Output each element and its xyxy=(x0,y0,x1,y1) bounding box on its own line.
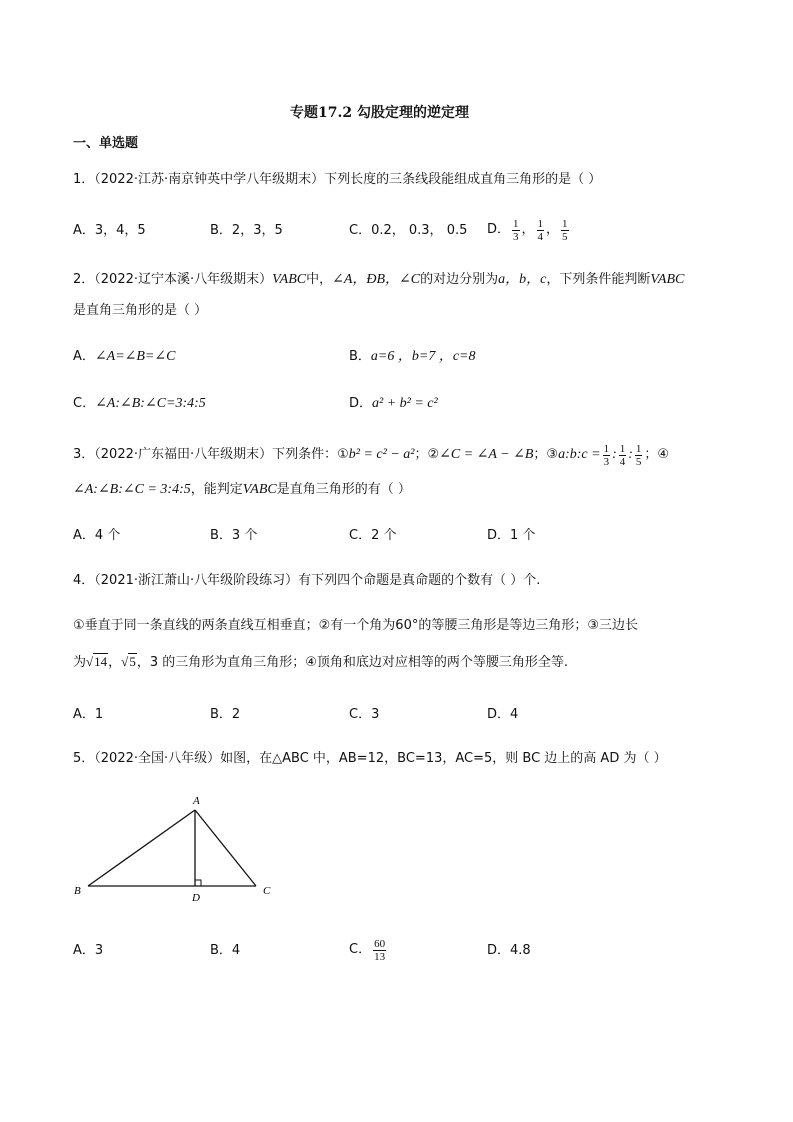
q1-d-frac-3: $\frac{1}{5}$ xyxy=(562,217,568,243)
q4-statements-line1: ①垂直于同一条直线的两条直线互相垂直；②有一个角为60°的等腰三角形是等边三角形；③三边长 xyxy=(73,618,639,633)
q2-option-c-label: C． xyxy=(73,396,96,411)
q2-tri-1: VABC xyxy=(272,272,307,287)
q4-sqrt-5: √5 xyxy=(121,654,136,669)
side-ac xyxy=(195,810,256,886)
q5-option-a: A．3 xyxy=(73,943,104,958)
right-angle-mark xyxy=(195,880,201,886)
q3-text-e: ；③ xyxy=(533,447,559,462)
q1-d-sep-1: ， xyxy=(521,222,535,237)
q2-option-b-label: B． xyxy=(349,349,371,364)
q3-frac-3: $\frac{1}{5}$ xyxy=(635,442,642,468)
q3-cond-1: b² = c² − a² xyxy=(348,447,415,462)
q3-option-c: C．2 个 xyxy=(349,528,397,543)
q3-frac-1: $\frac{1}{3}$ xyxy=(603,442,610,468)
q3-cond-2: ∠C = ∠A − ∠B xyxy=(439,447,534,462)
q5-option-b: B．4 xyxy=(210,943,241,958)
q4-option-c: C．3 xyxy=(349,707,380,722)
q5-option-c xyxy=(349,932,388,968)
q3-tri: VABC xyxy=(242,482,277,497)
q1-option-c: C．0.2， 0.3， 0.5 xyxy=(349,223,468,238)
q3-option-b: B．3 个 xyxy=(210,528,258,543)
q1-option-d-label: D． xyxy=(487,222,511,237)
q2-sides: a，b，c xyxy=(498,272,547,287)
q2-angles: ∠A，ÐB，∠C xyxy=(332,272,421,287)
triangle-figure xyxy=(60,790,290,905)
q3-text-c: ；② xyxy=(414,447,440,462)
q4-option-a: A．1 xyxy=(73,707,104,722)
q2-option-b-math: a=6 ，b=7 ，c=8 xyxy=(370,349,476,364)
q2-text-c: 中， xyxy=(306,272,333,287)
label-c: C xyxy=(263,885,271,897)
q4-stem: 4．（2021·浙江萧山·八年级阶段练习）有下列四个命题是真命题的个数有（ ）个. xyxy=(73,573,541,588)
q2-option-c-math: ∠A:∠B:∠C=3:4:5 xyxy=(95,396,206,411)
q4-option-d: D．4 xyxy=(487,707,519,722)
q4-option-b: B．2 xyxy=(210,707,241,722)
q2-option-d-label: D． xyxy=(349,396,373,411)
q3-frac-2: $\frac{1}{4}$ xyxy=(619,442,626,468)
q2-text-e: 的对边分别为 xyxy=(420,272,499,287)
q3-text-b: ，能判定 xyxy=(190,482,243,497)
q4-text-a: 为 xyxy=(73,655,87,670)
label-b: B xyxy=(74,885,81,897)
q3-source: 3．（2022·广东福田·八年级期末）下列条件：① xyxy=(73,447,349,462)
q2-tri-2: VABC xyxy=(650,272,685,287)
q4-text-b: ， xyxy=(108,655,122,670)
q5-stem: 5．（2022·全国·八年级）如图，在△ABC 中，AB=12，BC=13，AC=5，则 BC 边上的高 AD 为（ ） xyxy=(73,751,667,766)
page-title: 专题17.2 勾股定理的逆定理 xyxy=(290,105,469,121)
q2-option-a xyxy=(73,348,175,366)
q3-stem-line2 xyxy=(73,481,411,499)
q4-statements-line2 xyxy=(73,653,568,672)
q1-option-d xyxy=(487,212,571,248)
q3-cond-3: a:b:c = xyxy=(558,447,601,462)
q1-d-frac-2: $\frac{1}{4}$ xyxy=(537,217,544,243)
q2-stem-line2: 是直角三角形的是（ ） xyxy=(73,303,208,318)
q3-option-a: A．4 个 xyxy=(73,528,121,543)
q1-d-sep-2: ， xyxy=(546,222,560,237)
q5-option-d: D．4.8 xyxy=(487,943,531,958)
side-ab xyxy=(88,810,195,886)
q2-option-a-math: ∠A=∠B=∠C xyxy=(94,349,176,364)
label-a: A xyxy=(193,795,200,807)
q1-option-a: A．3，4，5 xyxy=(73,223,146,238)
q3-text-g: ；④ xyxy=(644,447,670,462)
q5-option-c-label: C． xyxy=(349,942,372,957)
q3-stem-line1: 3．（2022·广东福田·八年级期末）下列条件：① b² = c² − a² ；② ∠C = ∠A − ∠B ；③ a:b:c = $\frac{1}{3}$ : $\frac{1}{4}$ : $\frac{1}{5}$ ；④ xyxy=(73,442,670,468)
q2-stem-line1 xyxy=(73,271,684,289)
q3-cond-4: ∠A:∠B:∠C = 3:4:5 xyxy=(73,482,191,497)
q4-sqrt-14: √14 xyxy=(86,654,108,669)
q3-text-d: 是直角三角形的有（ ） xyxy=(276,482,411,497)
q1-d-frac-1: $\frac{1}{3}$ xyxy=(513,217,519,243)
label-d: D xyxy=(192,892,200,904)
q2-option-b xyxy=(349,348,475,366)
q2-option-d-math: a² + b² = c² xyxy=(372,396,438,411)
q4-text-c: ，3 的三角形为直角三角形；④顶角和底边对应相等的两个等腰三角形全等. xyxy=(136,655,569,670)
q5-c-frac: $\frac{60}{13}$ xyxy=(374,937,386,963)
q2-option-d xyxy=(349,395,438,413)
q1-stem: 1．（2022·江苏·南京钟英中学八年级期末）下列长度的三条线段能组成直角三角形的是（ ） xyxy=(73,172,602,187)
q1-option-b: B．2，3，5 xyxy=(210,223,283,238)
q2-source: 2．（2022·辽宁本溪·八年级期末） xyxy=(73,272,273,287)
q2-option-c xyxy=(73,395,206,413)
q2-option-a-label: A． xyxy=(73,349,95,364)
section-heading: 一、单选题 xyxy=(73,136,139,151)
q3-option-d: D．1 个 xyxy=(487,528,536,543)
q2-text-g: ，下列条件能判断 xyxy=(546,272,651,287)
